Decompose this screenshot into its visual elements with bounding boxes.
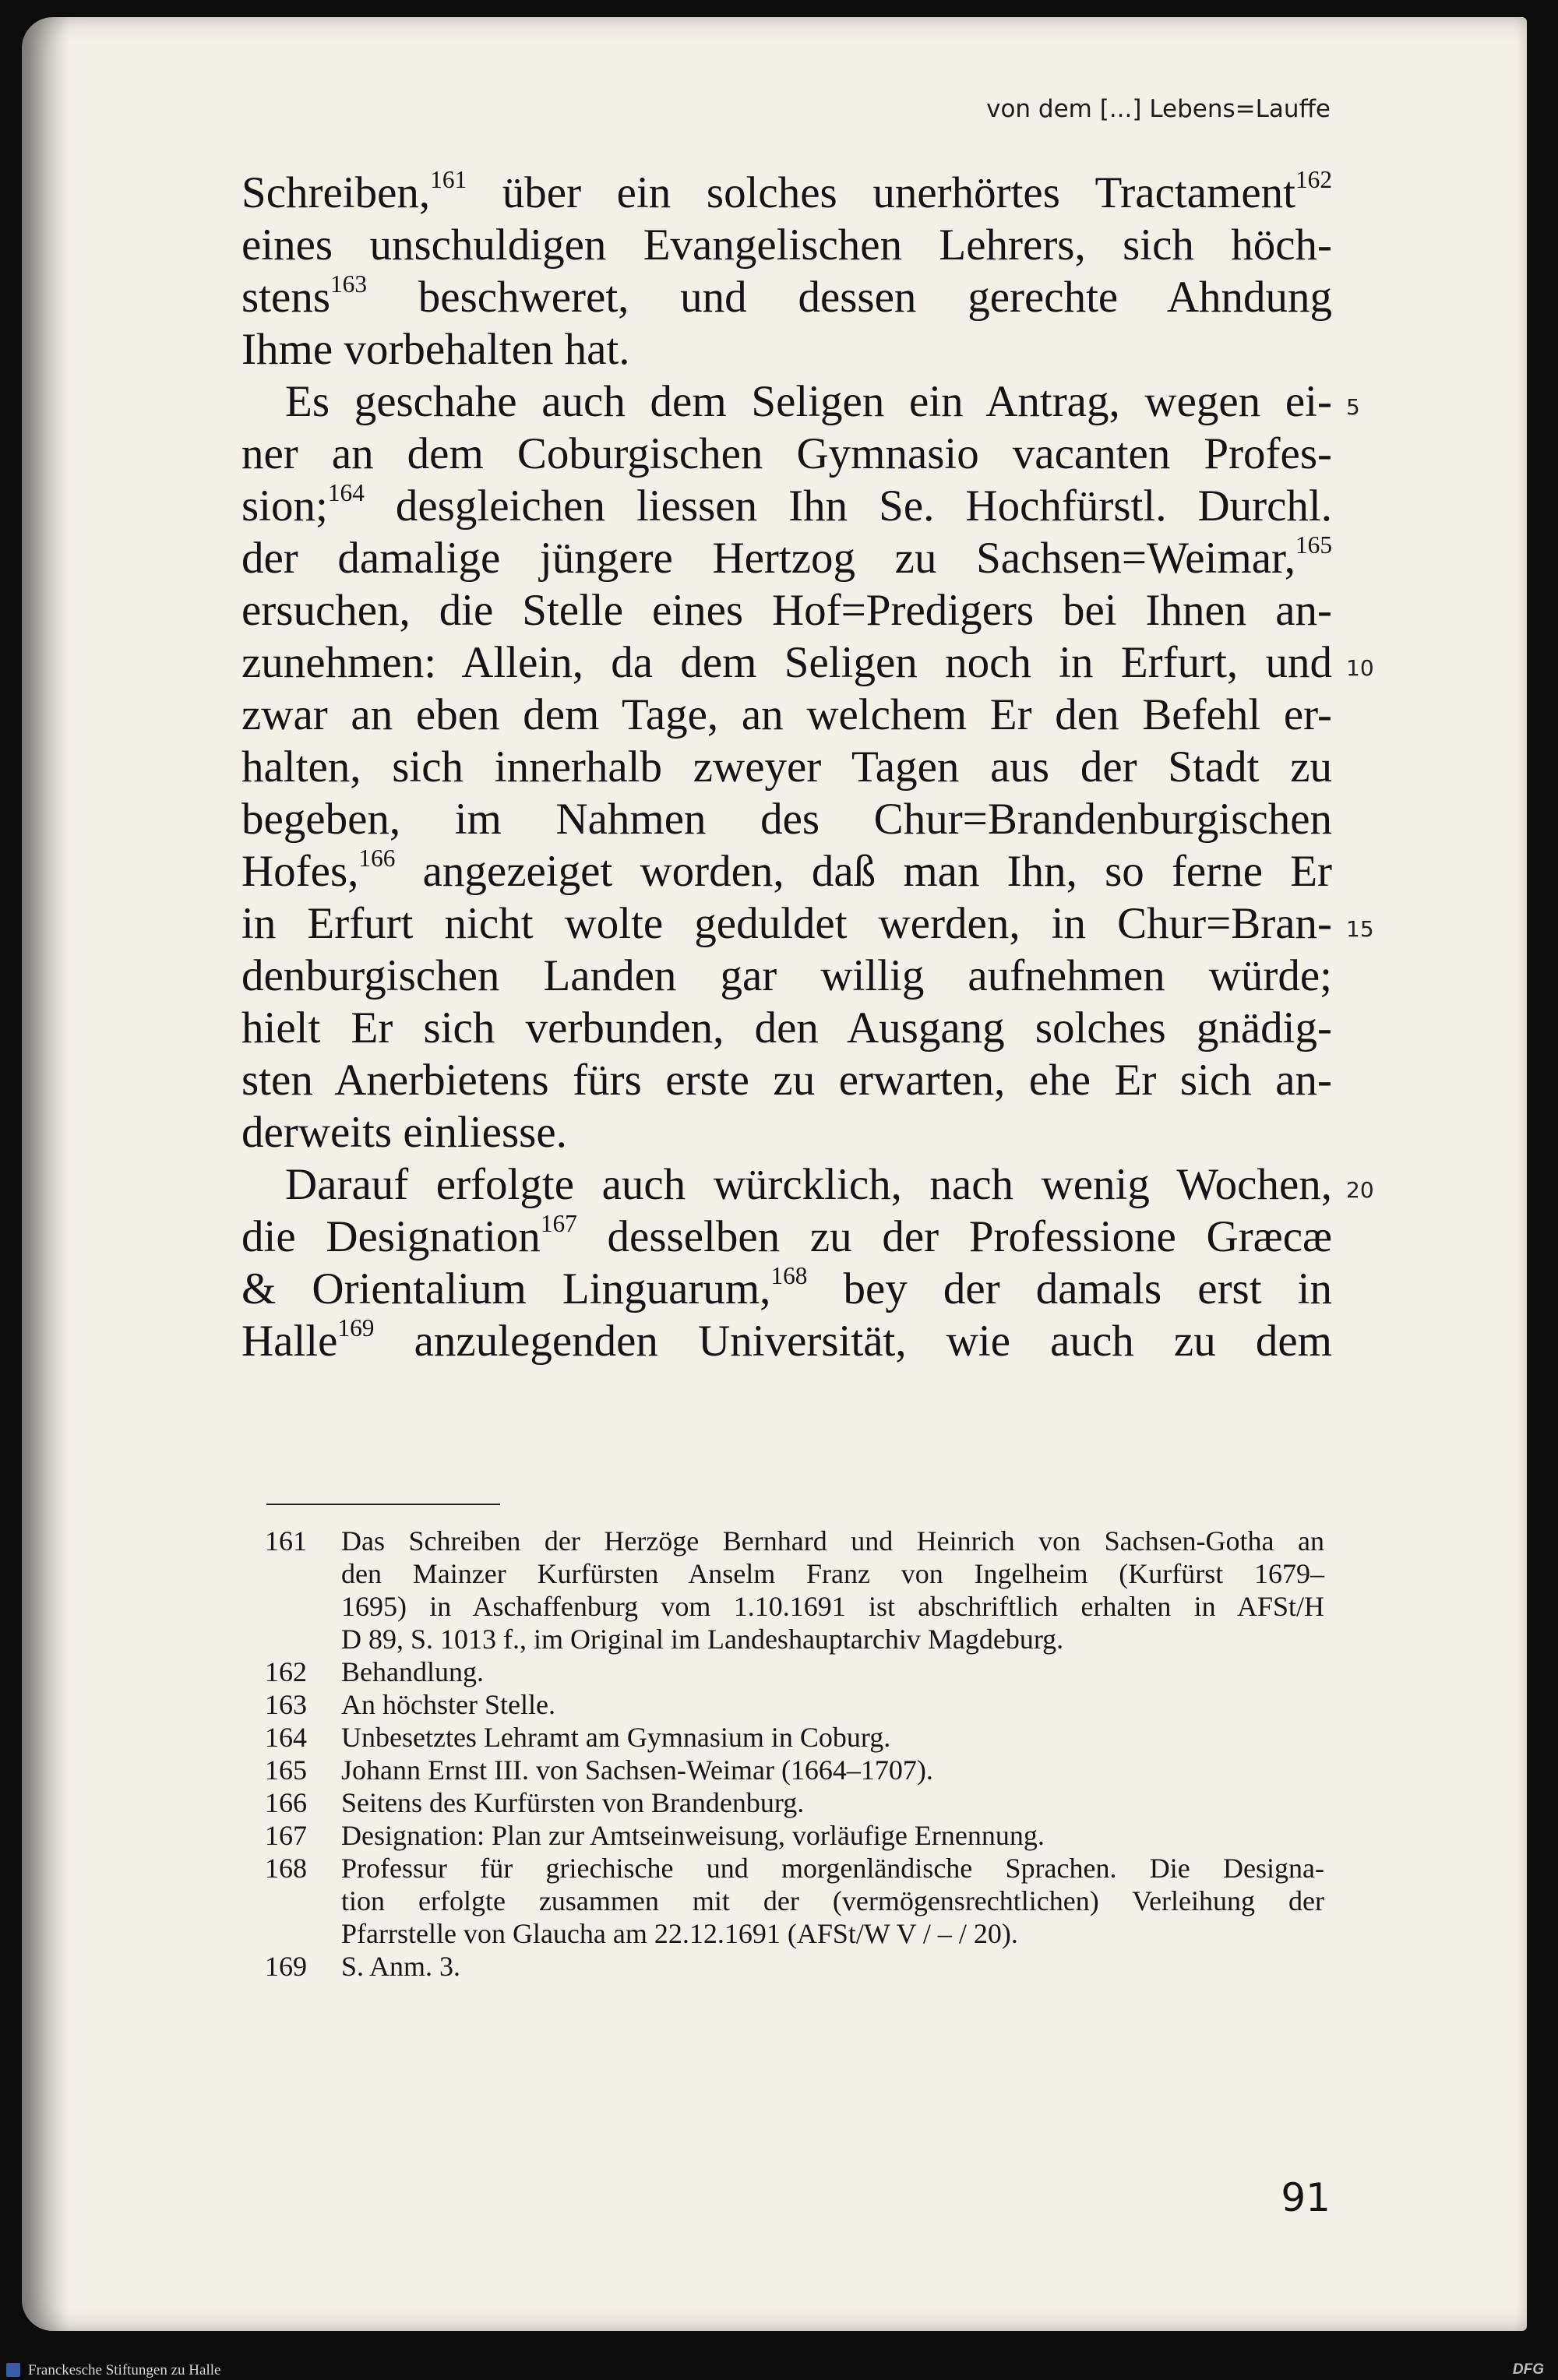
text-segment: sion;	[241, 481, 328, 531]
text-segment: angezeiget worden, daß man Ihn, so ferne Er	[395, 847, 1332, 896]
footnote-ref: 168	[770, 1262, 808, 1290]
text-segment: derweits einliesse.	[241, 1108, 567, 1157]
footnote-line: Unbesetztes Lehramt am Gymnasium in Coburg.	[341, 1722, 891, 1753]
text-line	[241, 897, 1332, 950]
dfg-logo: DFG	[1512, 2361, 1544, 2378]
text-line	[241, 219, 1332, 271]
text-segment: in Erfurt nicht wolte geduldet werden, in Chur=Bran-	[241, 899, 1332, 948]
main-text	[241, 167, 1332, 1367]
text-line	[241, 741, 1332, 793]
text-line	[241, 636, 1332, 689]
text-line	[241, 584, 1332, 636]
footnote-line: Johann Ernst III. von Sachsen-Weimar (1664–1707).	[341, 1754, 933, 1786]
footnote-text	[341, 1852, 1324, 1950]
line-number-15: 15	[1346, 916, 1374, 942]
footnote-ref: 167	[540, 1210, 577, 1238]
text-line	[241, 950, 1332, 1002]
text-segment: Es geschahe auch dem Seligen ein Antrag, wegen ei-	[285, 377, 1332, 426]
book-page	[22, 17, 1527, 2331]
footnote-line: D 89, S. 1013 f., im Original im Landeshauptarchiv Magdeburg.	[341, 1624, 1064, 1655]
footnote-ref: 169	[337, 1314, 375, 1342]
text-line	[241, 167, 1332, 219]
text-line	[241, 1315, 1332, 1367]
footnote-line: 1695) in Aschaffenburg vom 1.10.1691 ist abschriftlich erhalten in AFSt/H	[341, 1591, 1324, 1622]
footnote-text	[341, 1721, 1324, 1754]
footnote-ref: 164	[327, 479, 365, 507]
footnote	[265, 1950, 1324, 1983]
footnote	[265, 1525, 1324, 1655]
footnote-number: 161	[265, 1525, 307, 1557]
text-line	[241, 1002, 1332, 1054]
text-segment: ersuchen, die Stelle eines Hof=Predigers bei Ihnen an-	[241, 586, 1332, 635]
footnote-line: tion erfolgte zusammen mit der (vermögensrechtlichen) Verleihung der	[341, 1885, 1324, 1916]
text-line	[241, 1211, 1332, 1263]
text-line	[241, 793, 1332, 845]
footnote-number: 163	[265, 1689, 307, 1720]
footnote-ref: 162	[1295, 166, 1332, 194]
text-line	[241, 1158, 1332, 1211]
footnote-line: Behandlung.	[341, 1656, 484, 1687]
footnote-ref: 161	[430, 166, 467, 194]
text-segment: beschweret, und dessen gerechte Ahndung	[367, 273, 1332, 322]
footnote-line: den Mainzer Kurfürsten Anselm Franz von Ingelheim (Kurfürst 1679–	[341, 1558, 1324, 1589]
footnote-text	[341, 1754, 1324, 1786]
text-segment: Ihme vorbehalten hat.	[241, 325, 630, 374]
footnote	[265, 1754, 1324, 1786]
footnote-ref: 166	[358, 844, 396, 873]
footnote-line: Pfarrstelle von Glaucha am 22.12.1691 (AFSt/W V / – / 20).	[341, 1918, 1018, 1949]
footnote-rule	[266, 1504, 500, 1505]
page-number: 91	[1281, 2175, 1331, 2220]
footnote-line: Seitens des Kurfürsten von Brandenburg.	[341, 1787, 805, 1818]
line-number-10: 10	[1346, 655, 1374, 681]
footnote-text	[341, 1819, 1324, 1852]
text-segment: über ein solches unerhörtes Tractament	[467, 168, 1295, 217]
footnote-line: An höchster Stelle.	[341, 1689, 555, 1720]
footnote-number: 169	[265, 1951, 307, 1982]
footnote	[265, 1852, 1324, 1950]
text-segment: Darauf erfolgte auch würcklich, nach wenig Wochen,	[285, 1160, 1332, 1209]
footnotes	[265, 1525, 1324, 1983]
footnote	[265, 1786, 1324, 1819]
text-line	[241, 323, 1332, 376]
footnote-text	[341, 1688, 1324, 1721]
line-number-20: 20	[1346, 1177, 1374, 1203]
footnote-ref: 165	[1295, 531, 1332, 559]
line-number-5: 5	[1346, 394, 1360, 420]
footnote-text	[341, 1786, 1324, 1819]
text-segment: Halle	[241, 1317, 338, 1366]
footnote-line: S. Anm. 3.	[341, 1951, 461, 1982]
text-segment: denburgischen Landen gar willig aufnehmen würde;	[241, 951, 1332, 1000]
text-segment: halten, sich innerhalb zweyer Tagen aus der Stadt zu	[241, 742, 1332, 792]
footnote-text	[341, 1950, 1324, 1983]
text-segment: desselben zu der Professione Græcæ	[576, 1212, 1333, 1261]
text-segment: zunehmen: Allein, da dem Seligen noch in Erfurt, und	[241, 638, 1332, 687]
footnote	[265, 1688, 1324, 1721]
text-segment: eines unschuldigen Evangelischen Lehrers, sich höch-	[241, 220, 1332, 270]
text-segment: Schreiben,	[241, 168, 431, 217]
footnote	[265, 1655, 1324, 1688]
text-line	[241, 845, 1332, 897]
footnote-number: 166	[265, 1787, 307, 1818]
footnote-number: 167	[265, 1820, 307, 1851]
footnote-number: 164	[265, 1722, 307, 1753]
page-gutter-shadow	[22, 17, 69, 2331]
text-line	[241, 1106, 1332, 1158]
footnote-number: 168	[265, 1853, 307, 1884]
footnote	[265, 1721, 1324, 1754]
text-line	[241, 428, 1332, 480]
text-line	[241, 1263, 1332, 1315]
text-segment: desgleichen liessen Ihn Se. Hochfürstl. Durchl.	[364, 481, 1332, 531]
footnote-text	[341, 1655, 1324, 1688]
text-line	[241, 1054, 1332, 1106]
text-segment: bey der damals erst in	[807, 1264, 1332, 1313]
institution-logo-icon	[6, 2363, 20, 2377]
institution-name: Franckesche Stiftungen zu Halle	[28, 2362, 221, 2378]
text-segment: sten Anerbietens fürs erste zu erwarten, ehe Er sich an-	[241, 1056, 1332, 1105]
text-segment: zwar an eben dem Tage, an welchem Er den Befehl er-	[241, 690, 1332, 739]
text-line	[241, 376, 1332, 428]
text-segment: der damalige jüngere Hertzog zu Sachsen=Weimar,	[241, 534, 1295, 583]
running-head: von dem [...] Lebens=Lauffe	[986, 95, 1331, 123]
text-segment: anzulegenden Universität, wie auch zu dem	[374, 1317, 1332, 1366]
footnote-line: Designation: Plan zur Amtseinweisung, vorläufige Ernennung.	[341, 1820, 1045, 1851]
text-line	[241, 480, 1332, 532]
text-line	[241, 271, 1332, 323]
text-segment: ner an dem Coburgischen Gymnasio vacanten Profes-	[241, 429, 1332, 478]
footnote-line: Das Schreiben der Herzöge Bernhard und Heinrich von Sachsen-Gotha an	[341, 1525, 1324, 1557]
text-segment: begeben, im Nahmen des Chur=Brandenburgischen	[241, 795, 1332, 844]
footnote-text	[341, 1525, 1324, 1655]
text-segment: stens	[241, 273, 330, 322]
footnote	[265, 1819, 1324, 1852]
footnote-number: 162	[265, 1656, 307, 1687]
footnote-number: 165	[265, 1754, 307, 1786]
text-segment: & Orientalium Linguarum,	[241, 1264, 771, 1313]
text-line	[241, 532, 1332, 584]
text-segment: hielt Er sich verbunden, den Ausgang solches gnädig-	[241, 1003, 1332, 1052]
text-line	[241, 689, 1332, 741]
viewer-footer	[0, 2361, 1558, 2380]
text-segment: die Designation	[241, 1212, 541, 1261]
footnote-line: Professur für griechische und morgenländische Sprachen. Die Designa-	[341, 1853, 1324, 1884]
footnote-ref: 163	[330, 270, 368, 298]
text-segment: Hofes,	[241, 847, 359, 896]
